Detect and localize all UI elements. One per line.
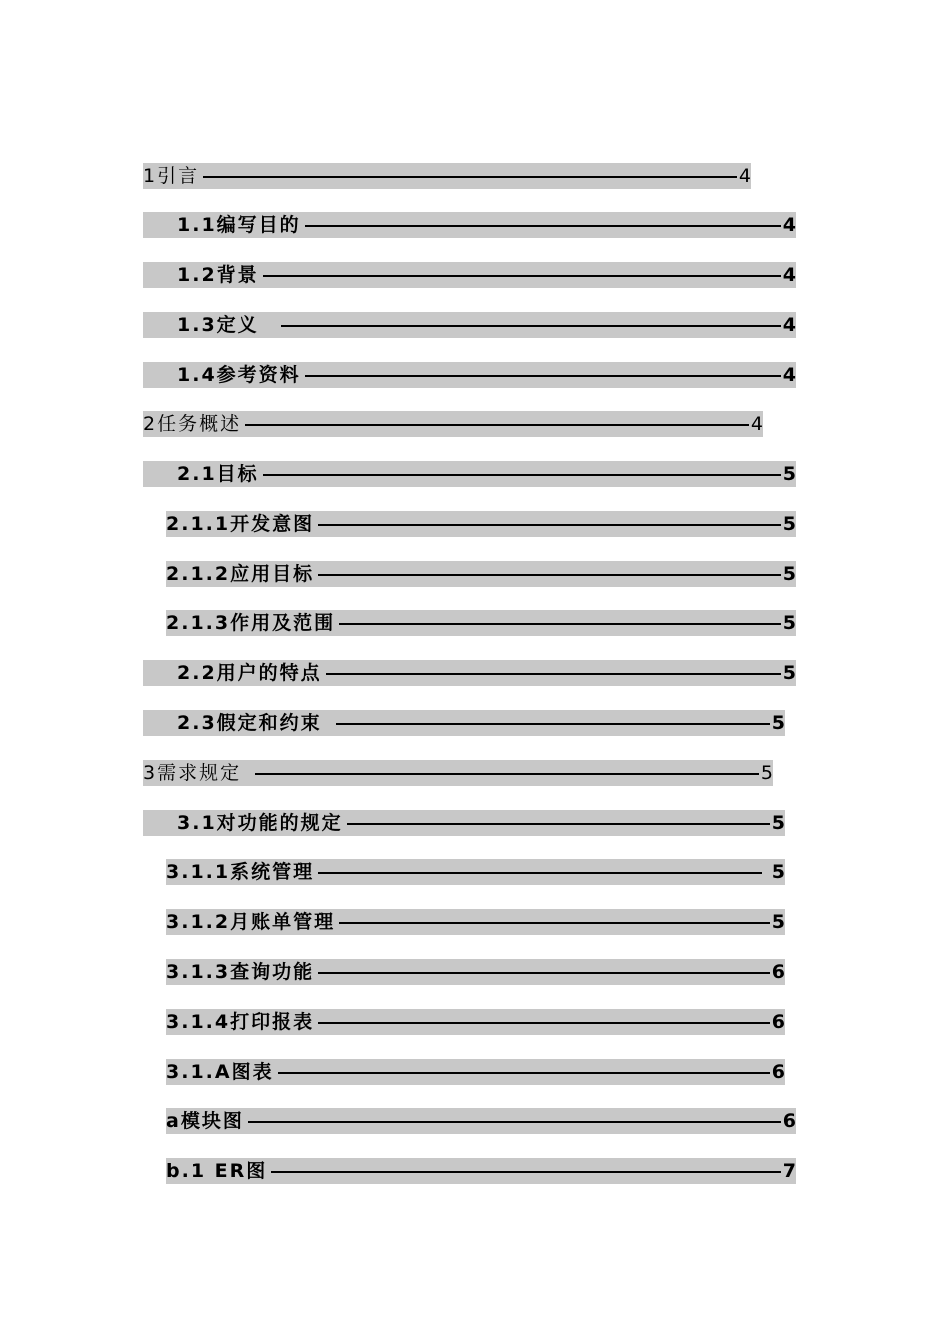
dot-leader	[203, 176, 737, 178]
dot-leader	[263, 275, 781, 277]
dot-leader	[245, 424, 749, 426]
toc-entry-page: 5	[771, 911, 785, 933]
toc-entry-label: 3.1.2月账单管理	[166, 911, 336, 933]
toc-entry[interactable]	[143, 810, 785, 836]
toc-entry-page: 6	[782, 1110, 796, 1132]
toc-entry[interactable]	[166, 1009, 785, 1035]
toc-entry[interactable]	[166, 1158, 796, 1184]
dot-leader	[305, 225, 781, 227]
toc-entry-label: 2.2用户的特点	[177, 662, 322, 684]
toc-entry-label: 2任务概述	[143, 413, 242, 435]
toc-entry[interactable]	[143, 710, 785, 736]
dot-leader	[318, 574, 781, 576]
dot-leader	[271, 1171, 781, 1173]
toc-entry-label: a模块图	[166, 1110, 244, 1132]
toc-entry[interactable]	[143, 312, 796, 338]
toc-entry[interactable]	[166, 561, 796, 587]
toc-entry-page: 5	[782, 612, 796, 634]
dot-leader	[318, 524, 781, 526]
toc-entry-page: 5	[760, 762, 773, 784]
toc-entry[interactable]	[166, 959, 785, 985]
toc-entry-label: 1.2背景	[177, 264, 259, 286]
toc-entry-page: 4	[782, 264, 796, 286]
toc-entry-page: 6	[771, 1011, 785, 1033]
toc-entry[interactable]	[166, 1059, 785, 1085]
toc-entry-page: 4	[750, 413, 763, 435]
dot-leader	[281, 325, 781, 327]
toc-entry[interactable]	[166, 1108, 796, 1134]
dot-leader	[255, 773, 759, 775]
toc-entry[interactable]	[166, 511, 796, 537]
toc-entry-label: 1引言	[143, 165, 200, 187]
dot-leader	[305, 375, 781, 377]
dot-leader	[326, 673, 781, 675]
dot-leader	[347, 823, 770, 825]
toc-entry-label: b.1 ER图	[166, 1160, 268, 1182]
toc-entry[interactable]	[143, 262, 796, 288]
toc-entry[interactable]	[166, 909, 785, 935]
toc-entry-label: 3.1.3查询功能	[166, 961, 315, 983]
toc-entry-label: 2.1.2应用目标	[166, 563, 315, 585]
toc-entry-page: 5	[782, 563, 796, 585]
dot-leader	[339, 922, 770, 924]
toc-entry-label: 2.1.1开发意图	[166, 513, 315, 535]
toc-entry-label: 1.3定义	[177, 314, 259, 336]
dot-leader	[318, 872, 762, 874]
toc-entry-label: 2.1目标	[177, 463, 259, 485]
toc-entry-page: 5	[771, 812, 785, 834]
toc-entry-label: 3.1.A图表	[166, 1061, 274, 1083]
toc-entry-page: 4	[782, 214, 796, 236]
toc-entry-label: 3需求规定	[143, 762, 242, 784]
toc-entry-page: 4	[782, 314, 796, 336]
toc-entry-label: 3.1对功能的规定	[177, 812, 343, 834]
toc-entry-label: 2.1.3作用及范围	[166, 612, 336, 634]
toc-entry[interactable]	[166, 859, 785, 885]
toc-entry[interactable]	[143, 660, 796, 686]
dot-leader	[336, 723, 770, 725]
dot-leader	[318, 972, 770, 974]
toc-entry[interactable]	[143, 212, 796, 238]
toc-entry-label: 1.1编写目的	[177, 214, 301, 236]
toc-entry[interactable]	[143, 461, 796, 487]
toc-entry-page: 5	[771, 712, 785, 734]
toc-entry-label: 1.4参考资料	[177, 364, 301, 386]
toc-entry-page: 7	[782, 1160, 796, 1182]
toc-entry-label: 2.3假定和约束	[177, 712, 322, 734]
toc-entry-label: 3.1.1系统管理	[166, 861, 315, 883]
toc-entry[interactable]	[143, 362, 796, 388]
toc-entry[interactable]	[143, 760, 773, 786]
toc-entry[interactable]	[143, 163, 751, 189]
toc-entry[interactable]	[143, 411, 763, 437]
toc-entry-page: 5	[782, 662, 796, 684]
toc-entry-page: 6	[771, 1061, 785, 1083]
toc-entry[interactable]	[166, 610, 796, 636]
toc-entry-page: 4	[782, 364, 796, 386]
dot-leader	[339, 623, 781, 625]
toc-entry-label: 3.1.4打印报表	[166, 1011, 315, 1033]
dot-leader	[278, 1072, 770, 1074]
toc-entry-page: 5	[782, 463, 796, 485]
dot-leader	[248, 1121, 781, 1123]
dot-leader	[318, 1022, 770, 1024]
toc-entry-page: 4	[738, 165, 751, 187]
dot-leader	[263, 474, 781, 476]
toc-entry-page: 6	[771, 961, 785, 983]
toc-entry-page: 5	[771, 861, 785, 883]
toc-entry-page: 5	[782, 513, 796, 535]
